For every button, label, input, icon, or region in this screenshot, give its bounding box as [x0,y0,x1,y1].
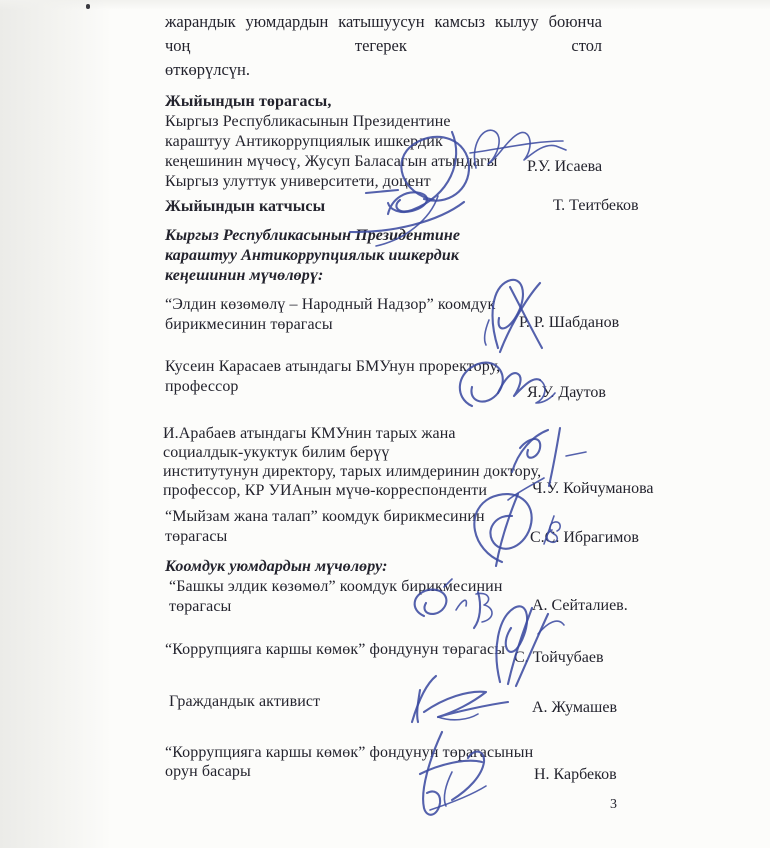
member-name: Я.У. Даутов [527,384,606,401]
member-entry [165,507,485,547]
chair-line: Кыргыз Республикасынын Президентине [165,113,451,130]
scan-top-edge-shadow [0,0,770,10]
member-entry [165,743,533,781]
chair-line: Кыргыз улуттук университети, доцент [165,173,431,190]
public-section-line: Коомдук уюмдардын мүчөлөру: [165,558,388,575]
council-section-line: караштуу Антикоррупциялык ишкердик [165,247,460,264]
scan-artifact-dot [86,4,90,9]
paragraph-line: жарандык уюмдардын катышуусун камсыз кылуу боюнча чоң тегерек стол [165,12,602,55]
council-section-line: кеңешинин мүчөлөрү: [165,267,324,284]
paragraph-line: өткөрүлсүн. [165,60,250,79]
page-number: 3 [610,797,617,812]
member-entry [165,295,495,335]
member-role-line: бирикмесинин төрагасы [165,316,333,333]
member-role-line: “Коррупцияга каршы көмөк” фондунун төрагасы [165,641,506,658]
member-entry [165,357,500,397]
chair-line: караштуу Антикоррупциялык ишкердик [165,133,443,150]
member-name: С. Тойчубаев [514,649,604,666]
secretary-name: Т. Теитбеков [553,197,639,214]
member-role-line: “Коррупцияга каршы көмөк” фондунун төрагасынын [165,744,534,761]
member-role-line: социалдык-укуктук билим берүү [163,444,390,461]
member-role-line: орун басары [165,763,251,780]
member-role-line: төрагасы [169,598,232,615]
resolution-paragraph [165,10,602,82]
member-role-line: профессор, КР УИАнын мүчө-корреспонденти [163,482,488,499]
chair-name: Р.У. Исаева [527,158,603,175]
member-name: Ч.У. Койчуманова [532,480,654,497]
member-name: Н. Карбеков [534,766,617,783]
signature-zhumashev [412,676,508,722]
member-entry [169,692,320,712]
member-role-line: Граждандык активист [169,693,321,710]
member-role-line: И.Арабаев атындагы КМУнин тарых жана [163,425,456,442]
member-role-line: Кусеин Карасаев атындагы БМУнун проректору, [165,358,501,375]
signature-toychubaev [496,606,564,686]
secretary-heading: Жыйындын катчысы [165,198,326,215]
member-role-line: “Мыйзам жана талап” коомдук бирикмесинин [165,508,485,525]
council-section-heading [165,226,460,286]
member-role-line: профессор [165,378,239,395]
member-role-line: “Башкы элдик көзөмөл” коомдук бирикмесинин [169,578,503,595]
public-section-heading [165,557,388,577]
member-entry [165,640,505,660]
member-name: А. Жумашев [532,699,617,716]
secretary-entry [165,197,325,217]
member-name: Р. Р. Шабданов [519,314,620,331]
member-entry [169,577,503,617]
member-name: С.С. Ибрагимов [530,529,639,546]
member-role-line: институтунун директору, тарых илимдеринин доктору, [163,463,542,480]
member-entry [163,424,541,500]
member-name: А. Сейталиев. [532,597,628,614]
chair-entry [165,92,498,192]
scan-left-edge-shadow [0,0,112,848]
chair-line: кеңешинин мүчөсү, Жусуп Баласагын атындагы [165,153,498,170]
member-role-line: төрагасы [165,528,228,545]
chair-heading: Жыйындын төрагасы, [165,93,332,110]
council-section-line: Кыргыз Республикасынын Президентине [165,227,461,244]
member-role-line: “Элдин көзөмөлү – Народный Надзор” коомдук [165,296,496,313]
